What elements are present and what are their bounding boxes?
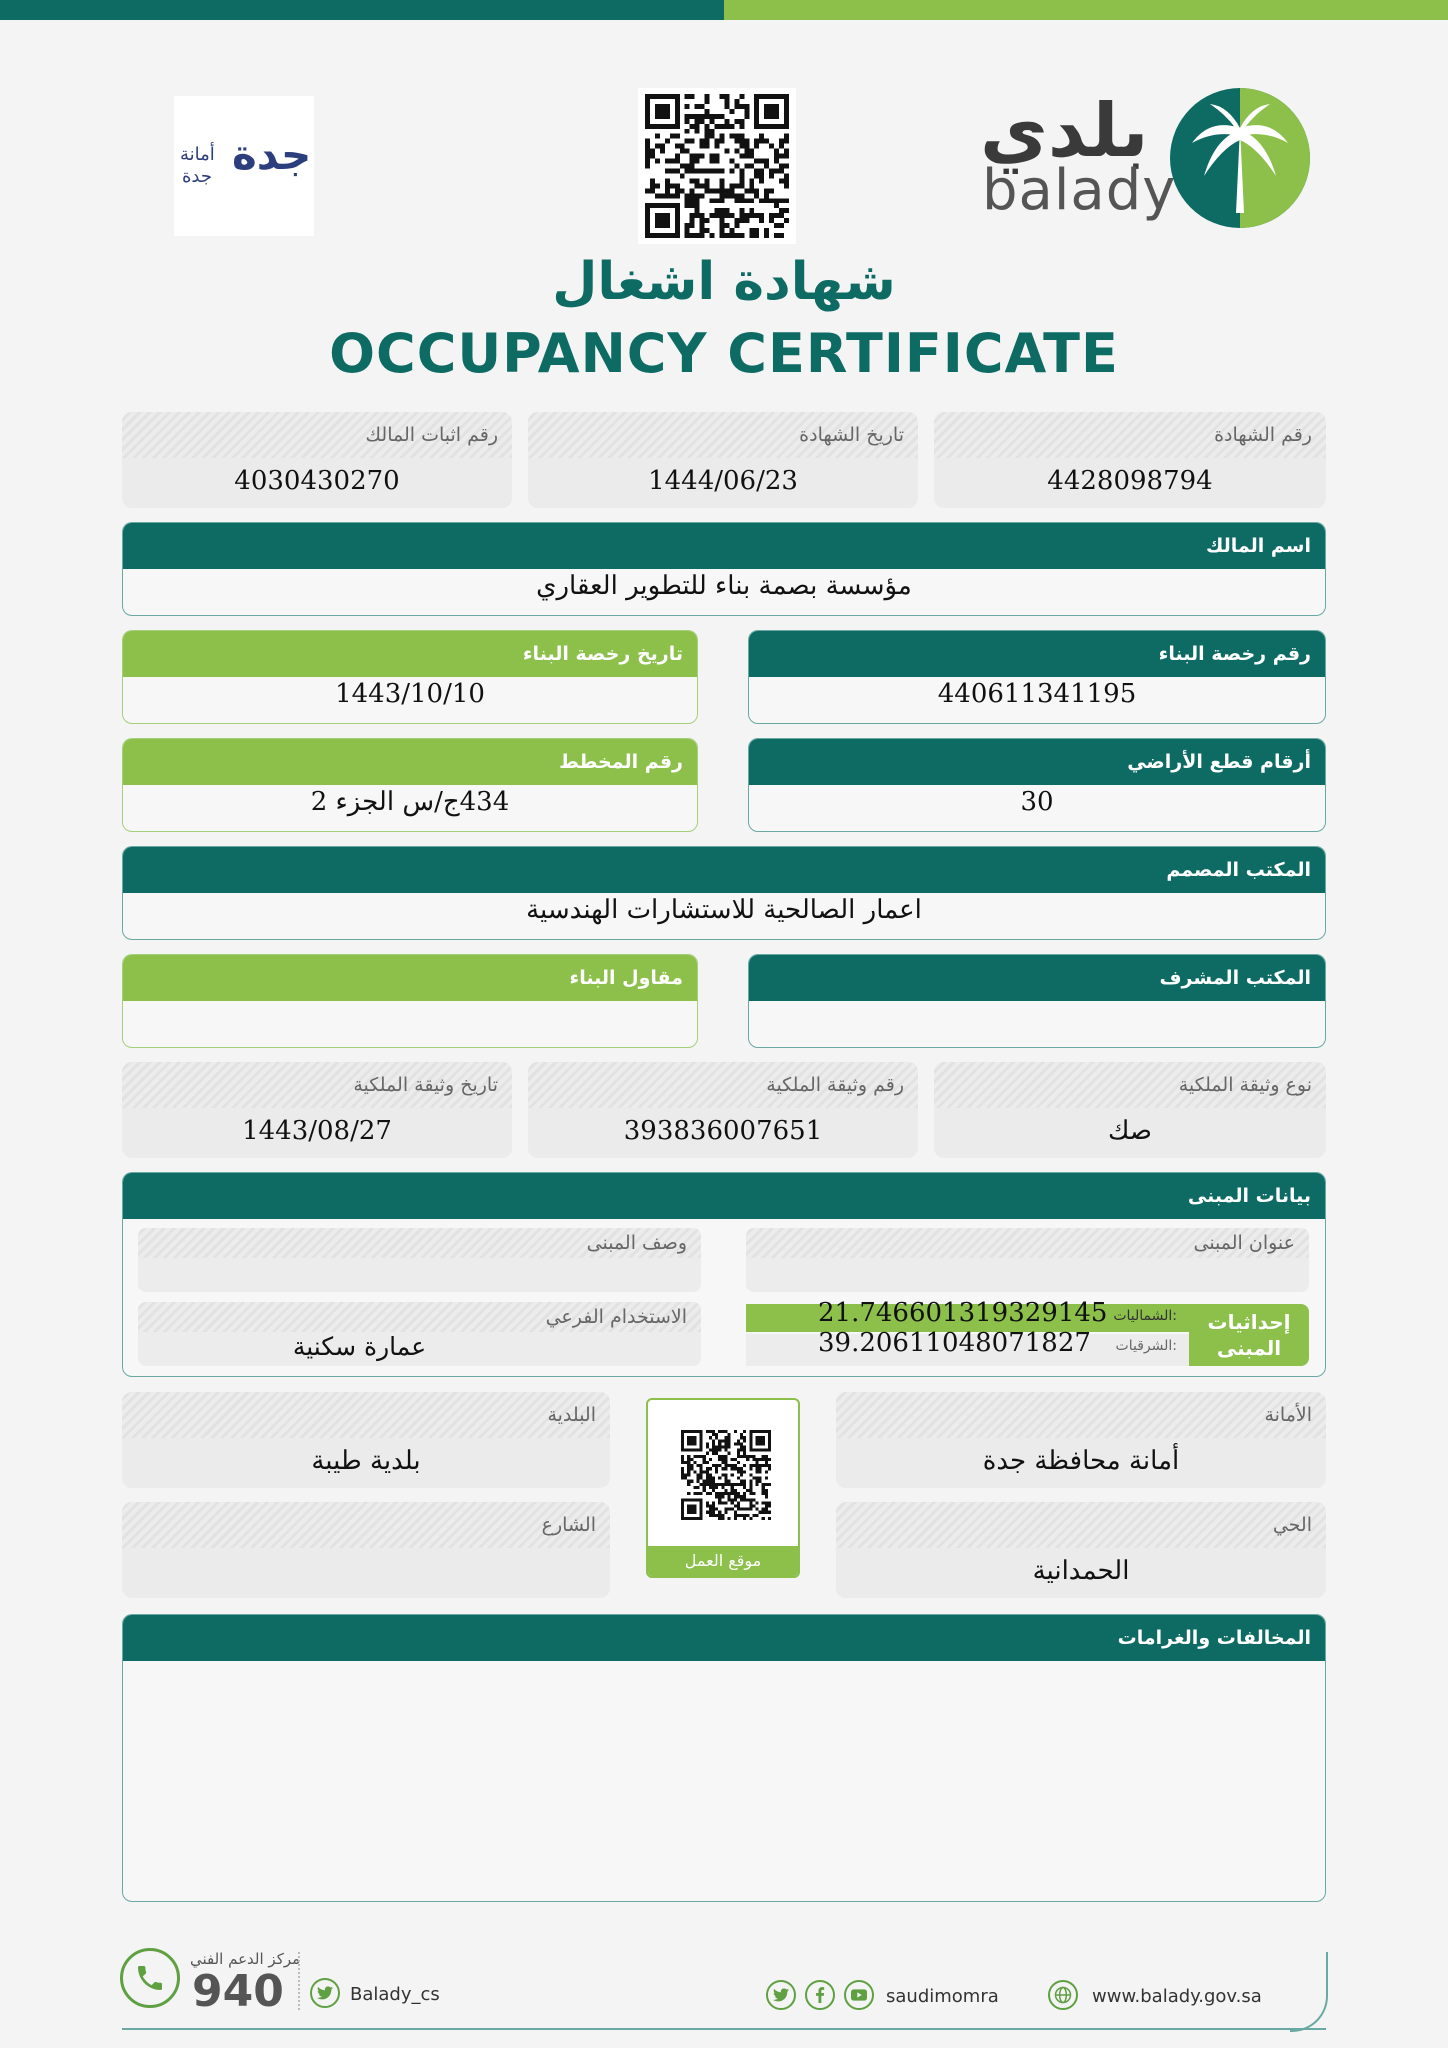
building-contractor-value — [123, 1001, 697, 1003]
section-label: المخالفات والغرامات — [123, 1615, 1325, 1661]
section-label: بيانات المبنى — [123, 1173, 1325, 1219]
building-permit-date-box — [122, 630, 698, 724]
plan-number-value: 434ج/س الجزء 2 — [310, 787, 510, 817]
balady-logo-arabic: بلدي — [980, 88, 1149, 174]
facebook-icon[interactable] — [805, 1980, 835, 2010]
building-coordinates — [746, 1298, 1309, 1366]
municipality-authority-box — [836, 1392, 1326, 1488]
palm-tree-icon — [1170, 88, 1310, 228]
field-label: رقم المخطط — [123, 739, 697, 785]
land-plot-numbers-value: 30 — [1020, 787, 1054, 817]
work-site-qr — [646, 1398, 800, 1578]
coordinates-label-line2: المبنى — [1216, 1336, 1282, 1360]
field-label: تاريخ وثيقة الملكية — [122, 1062, 512, 1108]
certificate-number-box — [934, 412, 1326, 508]
phone-icon — [120, 1948, 180, 2008]
field-label: البلدية — [122, 1392, 610, 1438]
supervising-office-box — [748, 954, 1326, 1048]
fines-section — [122, 1614, 1326, 1902]
qr-code-icon — [681, 1430, 771, 1520]
certificate-date-box — [528, 412, 918, 508]
field-label: اسم المالك — [123, 523, 1325, 569]
building-contractor-box — [122, 954, 698, 1048]
building-permit-date-value: 1443/10/10 — [335, 679, 485, 709]
field-label: الأمانة — [836, 1392, 1326, 1438]
footer-line — [122, 2028, 1326, 2030]
field-label: مقاول البناء — [123, 955, 697, 1001]
support-center-label: مركز الدعم الفني — [190, 1950, 301, 1968]
field-label: الحي — [836, 1502, 1326, 1548]
owner-name-box — [122, 522, 1326, 616]
ownership-doc-date-value: 1443/08/27 — [242, 1116, 392, 1146]
building-address-box — [746, 1228, 1309, 1292]
design-office-box — [122, 846, 1326, 940]
field-label: رقم وثيقة الملكية — [528, 1062, 918, 1108]
qr-code-icon — [645, 94, 789, 238]
design-office-value: اعمار الصالحية للاستشارات الهندسية — [526, 895, 922, 925]
globe-icon — [1048, 1980, 1078, 2010]
balady-logo — [980, 88, 1310, 233]
field-label: الاستخدام الفرعي — [138, 1302, 701, 1332]
twitter-icon[interactable] — [310, 1978, 340, 2008]
owner-id-box — [122, 412, 512, 508]
field-label: المكتب المشرف — [749, 955, 1325, 1001]
certificate-number-value: 4428098794 — [1047, 466, 1213, 496]
street-box — [122, 1502, 610, 1598]
field-label: وصف المبنى — [138, 1228, 701, 1258]
municipality-box — [122, 1392, 610, 1488]
coordinates-label-line1: إحداثيات — [1207, 1310, 1291, 1334]
coordinates-tag — [1189, 1304, 1309, 1366]
east-coordinate-row — [746, 1328, 1189, 1366]
social-handle[interactable]: saudimomra — [886, 1986, 999, 2007]
support-number: 940 — [192, 1966, 284, 2017]
field-label: تاريخ رخصة البناء — [123, 631, 697, 677]
field-label: عنوان المبنى — [746, 1228, 1309, 1258]
top-color-bar — [0, 0, 1448, 20]
field-label: رقم رخصة البناء — [749, 631, 1325, 677]
ownership-doc-date-box — [122, 1062, 512, 1158]
field-label: المكتب المصمم — [123, 847, 1325, 893]
certificate-qr-code — [638, 88, 796, 244]
north-value: 21.746601319329145 — [818, 1298, 1108, 1328]
north-label: الشماليات: — [1113, 1308, 1177, 1324]
balady-logo-english: balady — [982, 158, 1177, 223]
ownership-doc-type-box — [934, 1062, 1326, 1158]
jeddah-logo-sub2: جدة — [182, 166, 213, 187]
twitter-cs-handle[interactable]: Balady_cs — [350, 1984, 440, 2005]
plan-number-box — [122, 738, 698, 832]
twitter-icon[interactable] — [766, 1980, 796, 2010]
sub-use-box — [138, 1302, 701, 1366]
youtube-icon[interactable] — [844, 1980, 874, 2010]
owner-name-value: مؤسسة بصمة بناء للتطوير العقاري — [536, 571, 912, 601]
owner-id-value: 4030430270 — [234, 466, 400, 496]
field-label: أرقام قطع الأراضي — [749, 739, 1325, 785]
building-permit-number-value: 440611341195 — [937, 679, 1137, 709]
top-bar-green — [724, 0, 1448, 20]
jeddah-municipality-logo — [174, 96, 314, 236]
supervising-office-value — [749, 1001, 1325, 1003]
building-description-box — [138, 1228, 701, 1292]
sub-use-value: عمارة سكنية — [292, 1332, 427, 1361]
jeddah-logo-word: جدة — [232, 130, 312, 179]
ownership-doc-number-value: 393836007651 — [623, 1116, 823, 1146]
footer-divider — [298, 1952, 300, 2010]
top-bar-teal — [0, 0, 724, 20]
field-label: تاريخ الشهادة — [528, 412, 918, 458]
field-label: رقم اثبات المالك — [122, 412, 512, 458]
field-label: الشارع — [122, 1502, 610, 1548]
field-label: رقم الشهادة — [934, 412, 1326, 458]
ownership-doc-type-value: صك — [1108, 1116, 1152, 1146]
title-arabic: شهادة اشغال — [552, 252, 896, 312]
ownership-doc-number-box — [528, 1062, 918, 1158]
municipality-authority-value: أمانة محافظة جدة — [982, 1446, 1180, 1476]
municipality-value: بلدية طيبة — [311, 1446, 421, 1476]
district-value: الحمدانية — [1032, 1556, 1130, 1586]
title-english: OCCUPANCY CERTIFICATE — [329, 322, 1119, 385]
land-plot-numbers-box — [748, 738, 1326, 832]
field-label: نوع وثيقة الملكية — [934, 1062, 1326, 1108]
east-label: الشرقيات: — [1115, 1338, 1177, 1354]
work-site-qr-caption: موقع العمل — [648, 1546, 798, 1576]
footer-curve — [1290, 1952, 1328, 2032]
website-link[interactable]: www.balady.gov.sa — [1092, 1986, 1262, 2007]
east-value: 39.20611048071827 — [818, 1328, 1091, 1358]
certificate-date-value: 1444/06/23 — [648, 466, 798, 496]
jeddah-logo-sub1: أمانة — [180, 144, 215, 165]
street-value — [122, 1548, 610, 1556]
district-box — [836, 1502, 1326, 1598]
building-permit-number-box — [748, 630, 1326, 724]
